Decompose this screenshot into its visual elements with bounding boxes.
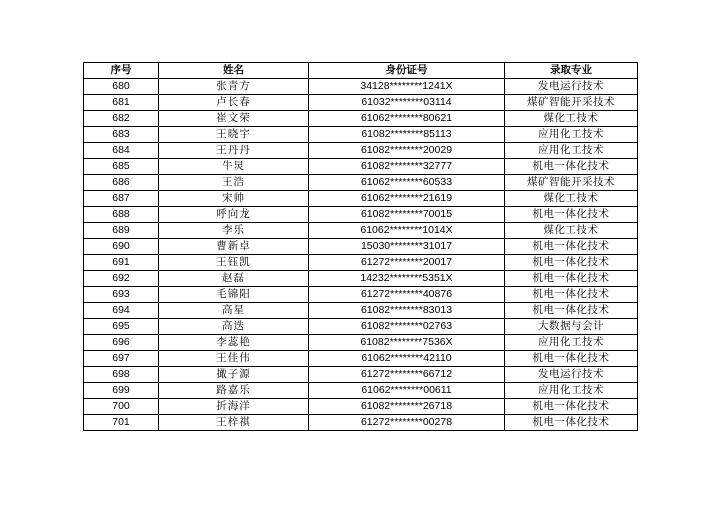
cell-name: 王晓宇 — [159, 127, 309, 143]
cell-index: 696 — [84, 335, 159, 351]
cell-name: 曹新卓 — [159, 239, 309, 255]
table-row — [84, 95, 638, 111]
table-row — [84, 271, 638, 287]
cell-id-number: 14232********5351X — [309, 271, 505, 287]
cell-index: 680 — [84, 79, 159, 95]
table-row — [84, 351, 638, 367]
header-index: 序号 — [84, 63, 159, 79]
table-row — [84, 191, 638, 207]
cell-index: 694 — [84, 303, 159, 319]
cell-name: 崔文荣 — [159, 111, 309, 127]
cell-index: 685 — [84, 159, 159, 175]
cell-index: 682 — [84, 111, 159, 127]
cell-major: 煤化工技术 — [505, 111, 638, 127]
table-row — [84, 207, 638, 223]
cell-id-number: 61032********03114 — [309, 95, 505, 111]
cell-index: 690 — [84, 239, 159, 255]
cell-id-number: 61062********21619 — [309, 191, 505, 207]
table-row — [84, 143, 638, 159]
cell-id-number: 61082********02763 — [309, 319, 505, 335]
cell-name: 赵磊 — [159, 271, 309, 287]
cell-name: 李乐 — [159, 223, 309, 239]
cell-id-number: 61062********80621 — [309, 111, 505, 127]
cell-id-number: 61062********42110 — [309, 351, 505, 367]
cell-major: 机电一体化技术 — [505, 303, 638, 319]
header-id-number: 身份证号 — [309, 63, 505, 79]
cell-index: 692 — [84, 271, 159, 287]
cell-id-number: 61082********85113 — [309, 127, 505, 143]
cell-id-number: 61062********60533 — [309, 175, 505, 191]
table-row — [84, 159, 638, 175]
cell-name: 王梓祺 — [159, 415, 309, 431]
cell-id-number: 61272********20017 — [309, 255, 505, 271]
table-row — [84, 367, 638, 383]
cell-name: 高星 — [159, 303, 309, 319]
admission-roster-table — [83, 62, 638, 431]
cell-index: 691 — [84, 255, 159, 271]
table-row — [84, 415, 638, 431]
cell-major: 机电一体化技术 — [505, 351, 638, 367]
cell-name: 路嘉乐 — [159, 383, 309, 399]
cell-major: 发电运行技术 — [505, 79, 638, 95]
cell-major: 应用化工技术 — [505, 335, 638, 351]
cell-id-number: 61272********66712 — [309, 367, 505, 383]
cell-name: 宋帅 — [159, 191, 309, 207]
cell-major: 应用化工技术 — [505, 127, 638, 143]
cell-major: 煤化工技术 — [505, 223, 638, 239]
table-row — [84, 335, 638, 351]
cell-name: 高迭 — [159, 319, 309, 335]
cell-id-number: 61062********00611 — [309, 383, 505, 399]
cell-name: 张青方 — [159, 79, 309, 95]
cell-name: 呼向龙 — [159, 207, 309, 223]
cell-major: 机电一体化技术 — [505, 207, 638, 223]
cell-major: 机电一体化技术 — [505, 399, 638, 415]
cell-major: 煤化工技术 — [505, 191, 638, 207]
cell-name: 王丹丹 — [159, 143, 309, 159]
cell-index: 699 — [84, 383, 159, 399]
cell-id-number: 34128********1241X — [309, 79, 505, 95]
cell-name: 撖子源 — [159, 367, 309, 383]
header-name: 姓名 — [159, 63, 309, 79]
cell-index: 695 — [84, 319, 159, 335]
table-row — [84, 223, 638, 239]
cell-name: 卢长春 — [159, 95, 309, 111]
cell-index: 684 — [84, 143, 159, 159]
table-row — [84, 127, 638, 143]
table-body — [84, 79, 638, 431]
table-row — [84, 175, 638, 191]
cell-id-number: 61082********32777 — [309, 159, 505, 175]
cell-major: 机电一体化技术 — [505, 271, 638, 287]
table-row — [84, 399, 638, 415]
cell-name: 李蕊艳 — [159, 335, 309, 351]
cell-major: 机电一体化技术 — [505, 415, 638, 431]
cell-name: 折海洋 — [159, 399, 309, 415]
cell-name: 牛炅 — [159, 159, 309, 175]
cell-index: 701 — [84, 415, 159, 431]
cell-major: 机电一体化技术 — [505, 159, 638, 175]
cell-major: 煤矿智能开采技术 — [505, 175, 638, 191]
cell-id-number: 61082********26718 — [309, 399, 505, 415]
table-row — [84, 239, 638, 255]
cell-index: 693 — [84, 287, 159, 303]
cell-name: 毛锦阳 — [159, 287, 309, 303]
cell-index: 688 — [84, 207, 159, 223]
cell-index: 700 — [84, 399, 159, 415]
cell-major: 煤矿智能开采技术 — [505, 95, 638, 111]
cell-index: 687 — [84, 191, 159, 207]
table-row — [84, 303, 638, 319]
cell-index: 697 — [84, 351, 159, 367]
cell-name: 王浩 — [159, 175, 309, 191]
cell-id-number: 61082********20029 — [309, 143, 505, 159]
table-row — [84, 255, 638, 271]
cell-id-number: 61062********1014X — [309, 223, 505, 239]
cell-major: 大数据与会计 — [505, 319, 638, 335]
cell-major: 机电一体化技术 — [505, 239, 638, 255]
table-header-row — [84, 63, 638, 79]
table-row — [84, 383, 638, 399]
cell-id-number: 61272********00278 — [309, 415, 505, 431]
cell-id-number: 61082********70015 — [309, 207, 505, 223]
cell-major: 应用化工技术 — [505, 143, 638, 159]
table-row — [84, 287, 638, 303]
cell-id-number: 61082********83013 — [309, 303, 505, 319]
cell-name: 王佳伟 — [159, 351, 309, 367]
cell-id-number: 61272********40876 — [309, 287, 505, 303]
cell-index: 686 — [84, 175, 159, 191]
header-major: 录取专业 — [505, 63, 638, 79]
table-row — [84, 319, 638, 335]
cell-id-number: 61082********7536X — [309, 335, 505, 351]
cell-name: 王钰凯 — [159, 255, 309, 271]
cell-index: 689 — [84, 223, 159, 239]
cell-major: 发电运行技术 — [505, 367, 638, 383]
cell-id-number: 15030********31017 — [309, 239, 505, 255]
cell-major: 机电一体化技术 — [505, 255, 638, 271]
cell-index: 683 — [84, 127, 159, 143]
table-row — [84, 111, 638, 127]
cell-major: 机电一体化技术 — [505, 287, 638, 303]
cell-index: 681 — [84, 95, 159, 111]
cell-major: 应用化工技术 — [505, 383, 638, 399]
table-row — [84, 79, 638, 95]
cell-index: 698 — [84, 367, 159, 383]
